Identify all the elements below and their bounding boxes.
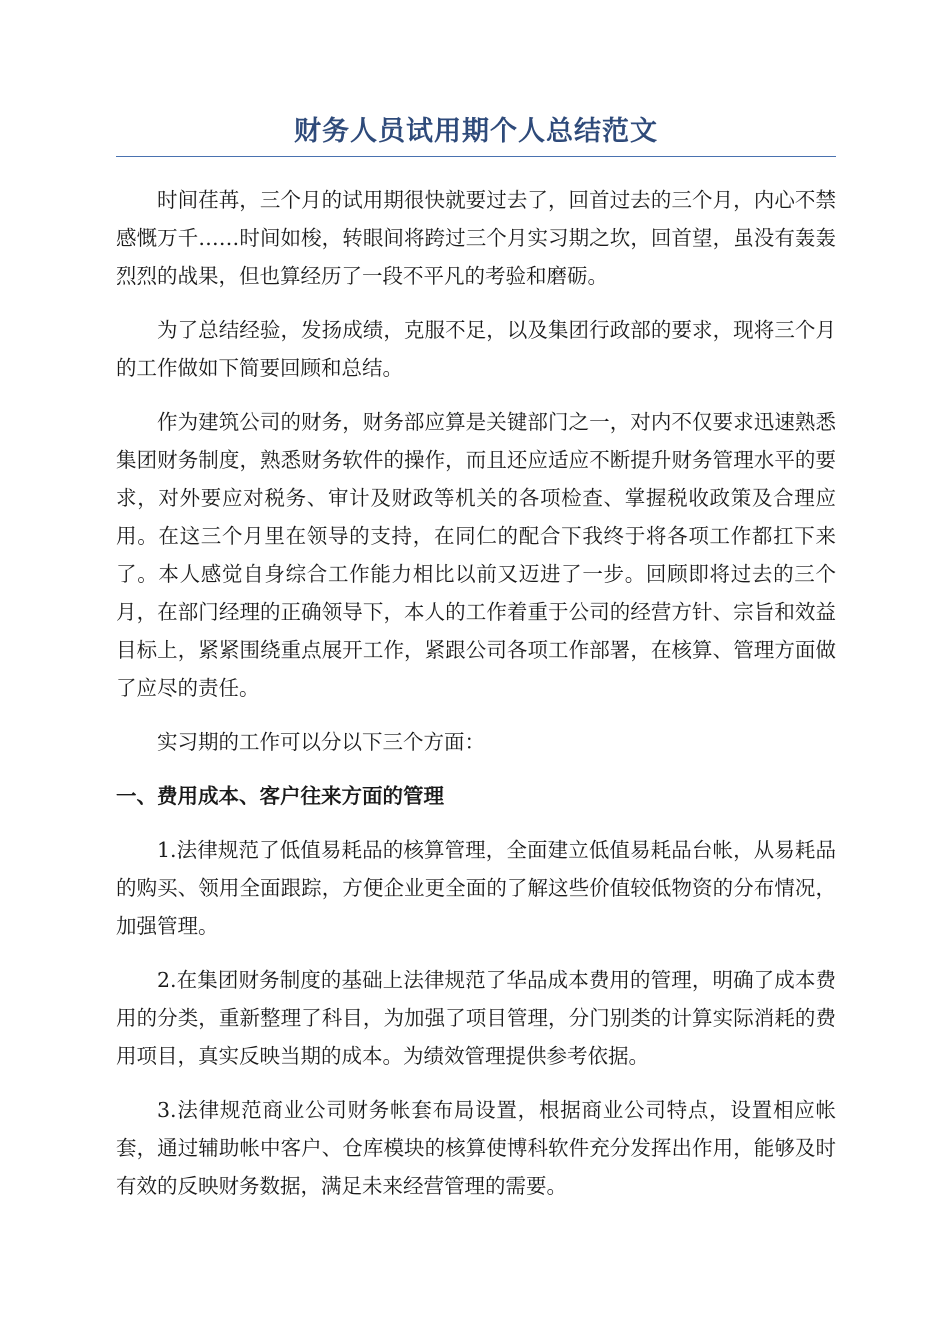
- document-page: [116, 112, 836, 1221]
- list-item-1: 1.法律规范了低值易耗品的核算管理，全面建立低值易耗品台帐，从易耗品的购买、领用全面跟踪，方便企业更全面的了解这些价值较低物资的分布情况，加强管理。: [116, 838, 836, 938]
- section-heading-1: 一、费用成本、客户往来方面的管理: [116, 784, 444, 808]
- document-body: [116, 181, 836, 1205]
- paragraph-purpose: 为了总结经验，发扬成绩，克服不足，以及集团行政部的要求，现将三个月的工作做如下简要回顾和总结。: [116, 318, 836, 380]
- paragraph-role: 作为建筑公司的财务，财务部应算是关键部门之一，对内不仅要求迅速熟悉集团财务制度，熟悉财务软件的操作，而且还应适应不断提升财务管理水平的要求，对外要应对税务、审计及财政等机关的各项检查、掌握税收政策及合理应用。在这三个月里在领导的支持，在同仁的配合下我终于将各项工作都扛下来了。本人感觉自身综合工作能力相比以前又迈进了一步。回顾即将过去的三个月，在部门经理的正确领导下，本人的工作着重于公司的经营方针、宗旨和效益目标上，紧紧围绕重点展开工作，紧跟公司各项工作部署，在核算、管理方面做了应尽的责任。: [116, 410, 836, 700]
- paragraph-intro: 时间荏苒，三个月的试用期很快就要过去了，回首过去的三个月，内心不禁感慨万千……时间如梭，转眼间将跨过三个月实习期之坎，回首望，虽没有轰轰烈烈的战果，但也算经历了一段不平凡的考验和磨砺。: [116, 188, 836, 288]
- list-item-2: 2.在集团财务制度的基础上法律规范了华品成本费用的管理，明确了成本费用的分类，重新整理了科目，为加强了项目管理，分门别类的计算实际消耗的费用项目，真实反映当期的成本。为绩效管理提供参考依据。: [116, 968, 836, 1068]
- paragraph-overview: 实习期的工作可以分以下三个方面：: [157, 730, 485, 754]
- document-title: 财务人员试用期个人总结范文: [116, 112, 836, 157]
- list-item-3: 3.法律规范商业公司财务帐套布局设置，根据商业公司特点，设置相应帐套，通过辅助帐中客户、仓库模块的核算使博科软件充分发挥出作用，能够及时有效的反映财务数据，满足未来经营管理的需要。: [116, 1098, 836, 1198]
